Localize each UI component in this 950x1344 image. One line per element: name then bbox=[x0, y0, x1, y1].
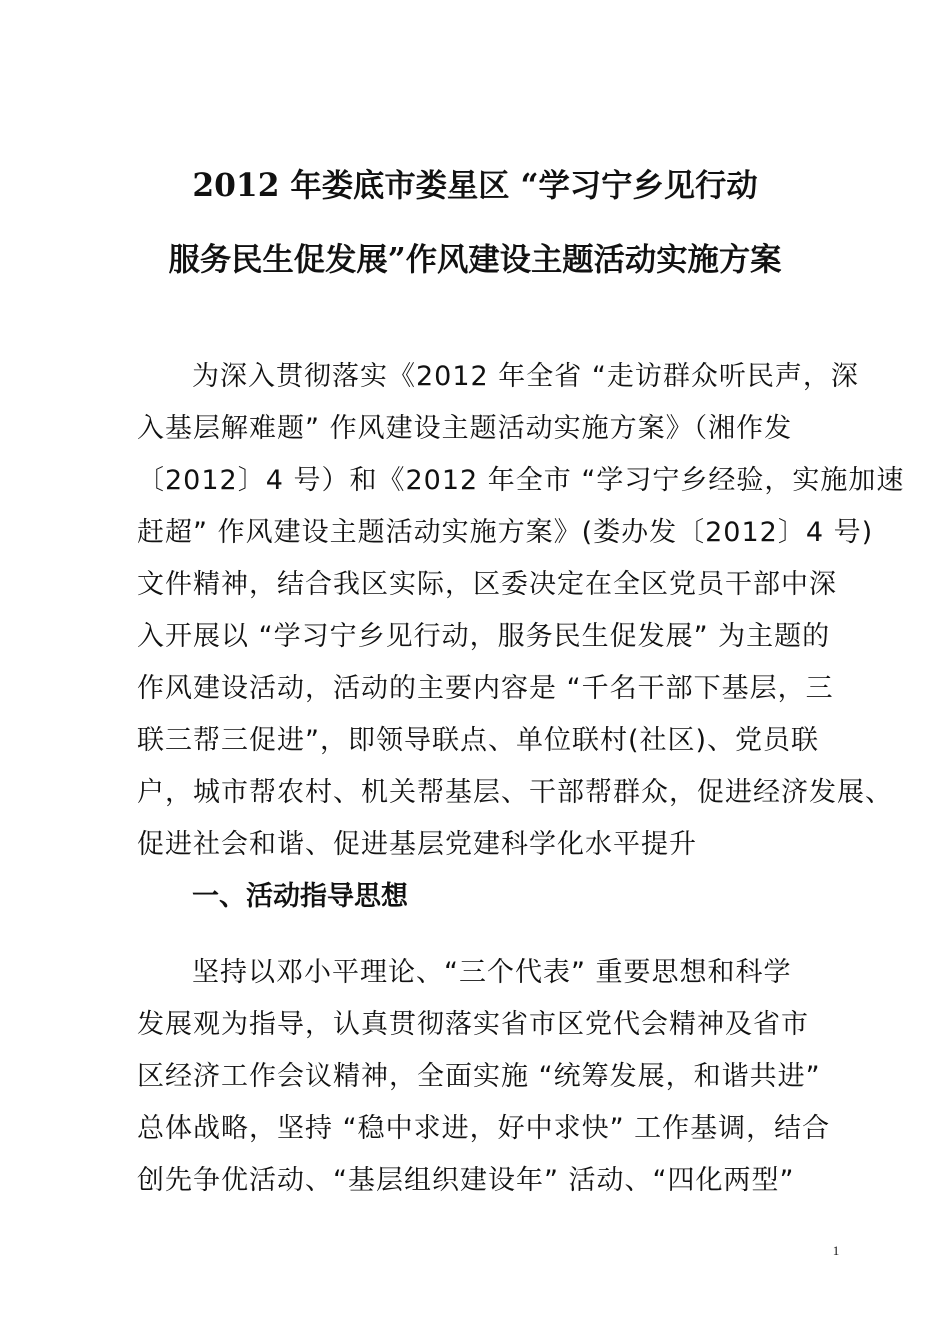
intro-line: 联三帮三促进”，即领导联点、单位联村(社区)、党员联 bbox=[137, 725, 820, 756]
page-number: 1 bbox=[832, 1243, 840, 1258]
intro-line: 入开展以 “学习宁乡见行动，服务民生促发展” 为主题的 bbox=[137, 621, 831, 652]
intro-line: 赶超” 作风建设主题活动实施方案》(娄办发〔2012〕4 号) bbox=[137, 517, 874, 548]
section-line: 总体战略，坚持 “稳中求进，好中求快” 工作基调，结合 bbox=[137, 1113, 831, 1144]
title-line-1: 2012 年娄底市娄星区 “学习宁乡见行动 bbox=[192, 168, 758, 204]
intro-line: 作风建设活动，活动的主要内容是 “千名干部下基层，三 bbox=[137, 673, 834, 704]
intro-line: 〔2012〕4 号）和《2012 年全市 “学习宁乡经验，实施加速 bbox=[137, 465, 905, 496]
section-line: 发展观为指导，认真贯彻落实省市区党代会精神及省市 bbox=[137, 1009, 809, 1040]
intro-line: 户，城市帮农村、机关帮基层、干部帮群众，促进经济发展、 bbox=[137, 777, 893, 808]
intro-line: 为深入贯彻落实《2012 年全省 “走访群众听民声，深 bbox=[192, 361, 859, 392]
intro-line: 文件精神，结合我区实际，区委决定在全区党员干部中深 bbox=[137, 569, 837, 600]
section-line: 创先争优活动、“基层组织建设年” 活动、“四化两型” bbox=[137, 1165, 795, 1196]
section-line: 区经济工作会议精神，全面实施 “统筹发展，和谐共进” bbox=[137, 1061, 821, 1092]
intro-line: 入基层解难题” 作风建设主题活动实施方案》（湘作发 bbox=[137, 413, 793, 444]
section-heading: 一、活动指导思想 bbox=[192, 881, 408, 912]
title-line-2: 服务民生促发展”作风建设主题活动实施方案 bbox=[168, 242, 782, 278]
section-line: 坚持以邓小平理论、“三个代表” 重要思想和科学 bbox=[192, 957, 792, 988]
intro-line: 促进社会和谐、促进基层党建科学化水平提升 bbox=[137, 829, 697, 860]
